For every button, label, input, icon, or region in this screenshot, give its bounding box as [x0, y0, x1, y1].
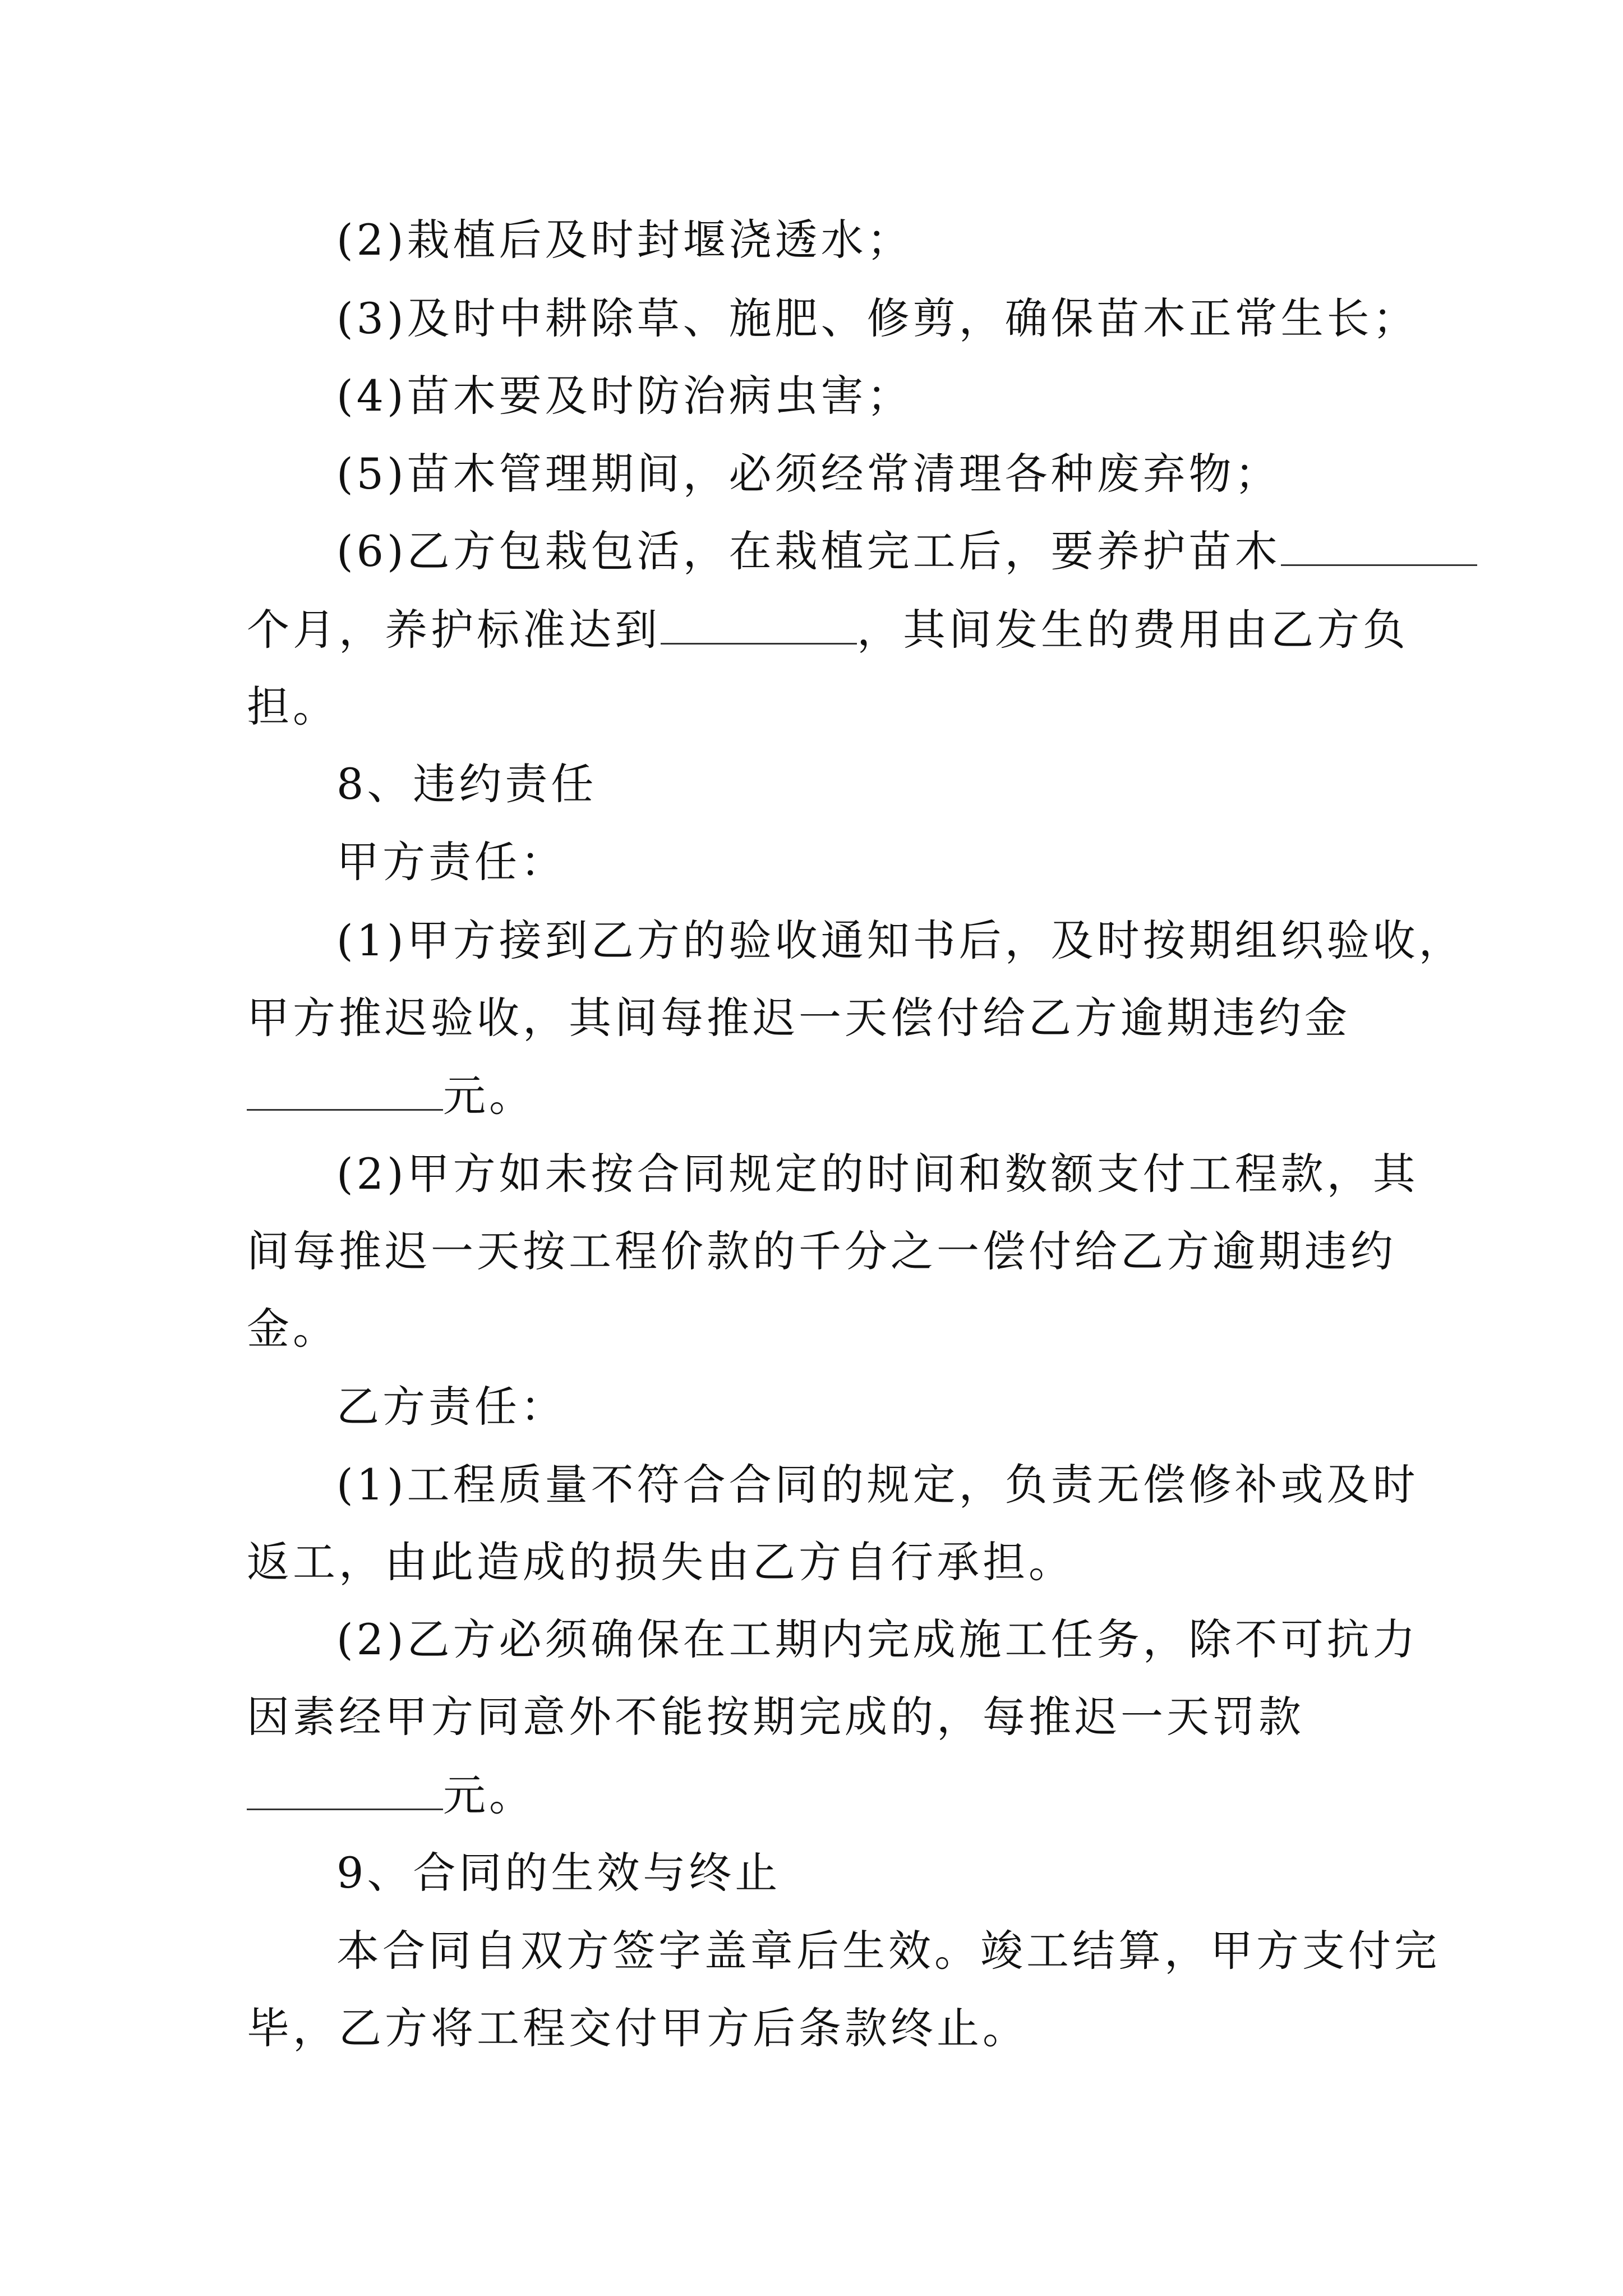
- party-a-clause-1-continued: [247, 990, 1350, 1046]
- clause-item-5: [336, 446, 1281, 502]
- clause-text: ，其间发生的费用由乙方负: [857, 605, 1409, 655]
- party-a-clause-2-end: [247, 1301, 339, 1357]
- clause-text: 金。: [247, 1304, 339, 1354]
- party-b-heading: [336, 1379, 566, 1435]
- clause-item-2: [336, 212, 913, 268]
- clause-item-3: [336, 291, 1419, 347]
- heading-text: 9、合同的生效与终止: [336, 1848, 781, 1898]
- clause-text: (2)栽植后及时封堰浇透水；: [336, 215, 913, 265]
- heading-text: 乙方责任：: [336, 1382, 566, 1432]
- party-a-clause-2: [336, 1146, 1419, 1202]
- clause-text: 甲方推迟验收，其间每推迟一天偿付给乙方逾期违约金: [247, 993, 1350, 1043]
- clause-text: (4)苗木要及时防治病虫害；: [336, 371, 913, 421]
- heading-text: 8、违约责任: [336, 759, 597, 809]
- section-heading-breach: [336, 756, 597, 812]
- clause-text: (3)及时中耕除草、施肥、修剪，确保苗木正常生长；: [336, 293, 1419, 343]
- clause-item-6-end: [247, 679, 339, 735]
- party-a-clause-2-continued: [247, 1223, 1396, 1280]
- clause-text: 本合同自双方签字盖章后生效。竣工结算，甲方支付完: [336, 1926, 1440, 1976]
- validity-clause-continued: [247, 2000, 1029, 2056]
- party-b-clause-1: [336, 1457, 1419, 1513]
- clause-item-4: [336, 368, 913, 424]
- blank-field-months: [1281, 523, 1477, 566]
- section-heading-validity: [336, 1845, 781, 1901]
- clause-text: 担。: [247, 682, 339, 731]
- clause-text: 因素经甲方同意外不能按期完成的，每推迟一天罚款: [247, 1692, 1304, 1742]
- blank-field-standard: [661, 601, 857, 645]
- party-a-heading: [336, 834, 566, 890]
- clause-item-6: [336, 523, 1477, 579]
- blank-field-penalty-a: [247, 1068, 443, 1111]
- blank-field-penalty-b: [247, 1767, 443, 1810]
- party-b-clause-2-amount: [247, 1767, 535, 1824]
- clause-text: (2)乙方必须确保在工期内完成施工任务，除不可抗力: [336, 1614, 1419, 1664]
- heading-text: 甲方责任：: [336, 837, 566, 887]
- clause-item-6-continued: [247, 601, 1409, 658]
- clause-text: 个月，养护标准达到: [247, 605, 661, 655]
- clause-text: 元。: [443, 1770, 535, 1820]
- party-b-clause-2: [336, 1612, 1419, 1668]
- clause-text: (2)甲方如未按合同规定的时间和数额支付工程款，其: [336, 1149, 1419, 1199]
- clause-text: (1)工程质量不符合合同的规定，负责无偿修补或及时: [336, 1460, 1419, 1510]
- clause-text: (6)乙方包栽包活，在栽植完工后，要养护苗木: [336, 526, 1281, 576]
- clause-text: 毕，乙方将工程交付甲方后条款终止。: [247, 2003, 1029, 2053]
- party-b-clause-1-continued: [247, 1534, 1075, 1590]
- clause-text: 间每推迟一天按工程价款的千分之一偿付给乙方逾期违约: [247, 1226, 1396, 1276]
- validity-clause: [336, 1923, 1440, 1979]
- clause-text: (1)甲方接到乙方的验收通知书后，及时按期组织验收，: [336, 915, 1465, 965]
- party-b-clause-2-continued: [247, 1689, 1304, 1745]
- party-a-clause-1: [336, 913, 1465, 969]
- clause-text: 返工，由此造成的损失由乙方自行承担。: [247, 1537, 1075, 1587]
- clause-text: 元。: [443, 1071, 535, 1121]
- clause-text: (5)苗木管理期间，必须经常清理各种废弃物；: [336, 449, 1281, 499]
- party-a-clause-1-amount: [247, 1068, 535, 1124]
